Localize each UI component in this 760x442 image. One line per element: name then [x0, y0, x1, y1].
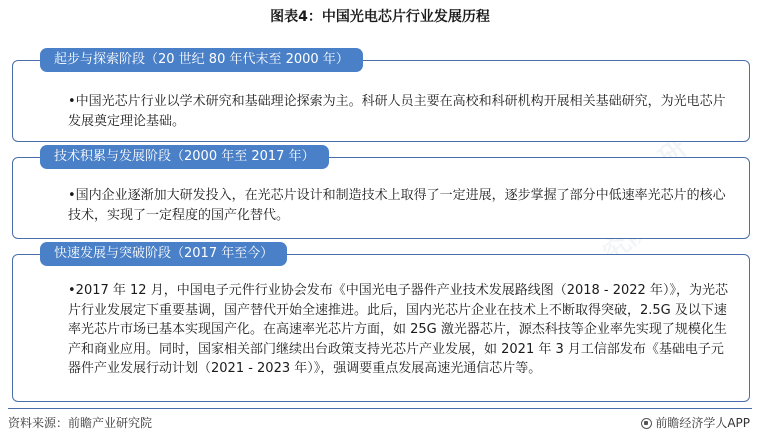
- chart-title: 图表4：中国光电芯片行业发展历程: [270, 9, 490, 25]
- stage-3-text: •2017 年 12 月，中国电子元件行业协会发布《中国光电子器件产业技术发展路线图（2018 - 2022 年）》，为光芯片行业发展定下重要基调，国产替代开始全速推进。此后，国内光芯片企业在技术上不断取得突破，2.5G 及以下速率光芯片市场已基本实现国产化。在高速率光芯片方面，如 25G 激光器芯片，源杰科技等企业率先实现了规模化生产和商业应用。同时，国家相关部门继续出台政策支持光芯片产业发展，如 2021 年 3 月工信部发布《基础电子元器件产业发展行动计划（2021 - 2023 年）》，强调要重点发展高速光通信芯片等。: [68, 283, 728, 376]
- stage-1-text: •中国光芯片行业以学术研究和基础理论探索为主。科研人员主要在高校和科研机构开展相关基础研究，为光电芯片发展奠定理论基础。: [68, 94, 726, 129]
- stage-2-text: •国内企业逐渐加大研发投入，在光芯片设计和制造技术上取得了一定进展，逐步掌握了部分中低速率光芯片的核心技术，实现了一定程度的国产化替代。: [68, 188, 726, 223]
- source-note: 资料来源：前瞻产业研究院: [8, 416, 153, 430]
- stage-2-header: 技术积累与发展阶段（2000 年至 2017 年）: [40, 145, 329, 169]
- watermark: 前瞻产业研究院: [597, 212, 657, 269]
- app-credit: [641, 414, 750, 431]
- stage-3-header: 快速发展与突破阶段（2017 年至今）: [40, 242, 287, 266]
- app-logo-icon: [641, 418, 652, 429]
- stage-1-header: 起步与探索阶段（20 世纪 80 年代末至 2000 年）: [40, 48, 363, 72]
- footer-divider: [8, 408, 752, 409]
- app-name: 前瞻经济学人APP: [655, 416, 750, 430]
